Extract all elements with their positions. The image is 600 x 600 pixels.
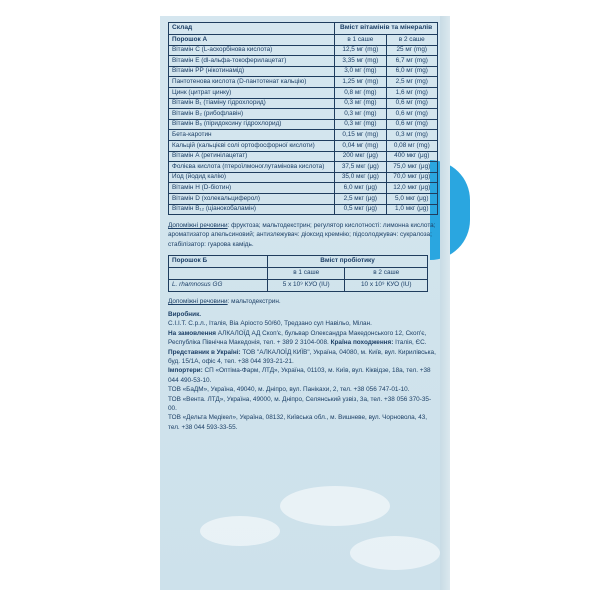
value-per-1-sachet: 37,5 мкг (μg)	[335, 162, 386, 173]
package-edge	[440, 16, 450, 590]
cloud-decoration	[200, 516, 280, 546]
nutrient-name: Вітамін H (D-біотин)	[169, 183, 335, 194]
table-subheader-row	[169, 35, 438, 46]
cloud-decoration	[280, 486, 390, 526]
value-per-1-sachet: 0,8 мг (mg)	[335, 87, 386, 98]
importers-text: СП «Оптіма-Фарм, ЛТД», Україна, 01103, м. Київ, вул. Кіквідзе, 18а, тел. +38 044 490-53-10.	[168, 367, 431, 384]
value-per-1-sachet: 0,3 мг (mg)	[335, 119, 386, 130]
nutrient-name: Вітамін B₁ (тіаміну гідрохлорид)	[169, 98, 335, 109]
value-per-1-sachet: 0,15 мг (mg)	[335, 130, 386, 141]
nutrient-name: Вітамін Е (dl-альфа-токоферилацетат)	[169, 56, 335, 67]
nutrient-name: Вітамін D (холекальциферол)	[169, 193, 335, 204]
value-per-1-sachet: 1,25 мг (mg)	[335, 77, 386, 88]
vitamins-table	[168, 22, 438, 215]
value-per-1-sachet: 3,35 мг (mg)	[335, 56, 386, 67]
content-header: Вміст вітамінів та мінералів	[335, 23, 438, 35]
table-row	[169, 87, 438, 98]
value-per-2-sachets: 400 мкг (μg)	[386, 151, 437, 162]
excipients-a-text: : фруктоза; мальтодекстрин; регулятор кислотності: лимонна кислота; ароматизатор апельсиновий; антизлежувач: діоксид кремнію; підсолоджувач: сукралоза; стабілізатор: гуарова камідь.	[168, 222, 436, 248]
importers-label: Імпортери:	[168, 367, 203, 375]
value-per-2-sachets: 6,0 мг (mg)	[386, 66, 437, 77]
probiotic-blank-cell	[169, 267, 268, 279]
value-per-2-sachets: 2,5 мг (mg)	[386, 77, 437, 88]
probiotic-name: L. rhamnosus GG	[169, 279, 268, 291]
manufacturer-info	[168, 310, 438, 432]
table-row	[169, 130, 438, 141]
value-per-2-sachets: 0,6 мг (mg)	[386, 109, 437, 120]
value-per-2-sachets: 0,6 мг (mg)	[386, 98, 437, 109]
excipients-b-label: Допоміжні речовини	[168, 297, 228, 305]
manufacturer-address: C.I.I.T. С.р.л., Італія, Віа Аріосто 50/60, Тредзано сул Навільо, Мілан.	[168, 320, 372, 328]
nutrient-name: Вітамін А (ретинілацетат)	[169, 151, 335, 162]
table-row	[169, 193, 438, 204]
probiotic-v2: 10 х 10⁹ КУО (IU)	[345, 279, 428, 291]
table-row	[169, 162, 438, 173]
representative-info	[168, 348, 438, 367]
nutrient-name: Вітамін B₂ (рибофлавін)	[169, 109, 335, 120]
table-row	[169, 140, 438, 151]
col1-header: в 1 саше	[335, 35, 386, 46]
nutrient-name: Йод (йодид калію)	[169, 172, 335, 183]
importer-2: ТОВ «БаДМ», Україна, 49040, м. Дніпро, вул. Панікахи, 2, тел. +38 056 747-01-10.	[168, 386, 410, 394]
value-per-2-sachets: 1,0 мкг (μg)	[386, 204, 437, 215]
value-per-1-sachet: 0,3 мг (mg)	[335, 98, 386, 109]
order-text: АЛКАЛОЇД АД Скоп'є, бульвар Олександра Македонського 12, Скоп'є, Республіка Північна Македонія, тел. + 389 2 3104-008.	[168, 329, 427, 347]
table-row	[169, 66, 438, 77]
value-per-2-sachets: 6,7 мг (mg)	[386, 56, 437, 67]
value-per-1-sachet: 200 мкг (μg)	[335, 151, 386, 162]
group-label: Порошок А	[169, 35, 335, 46]
value-per-1-sachet: 6,0 мкг (μg)	[335, 183, 386, 194]
value-per-2-sachets: 0,3 мг (mg)	[386, 130, 437, 141]
value-per-2-sachets: 75,0 мкг (μg)	[386, 162, 437, 173]
excipients-a-label: Допоміжні речовини	[168, 222, 228, 230]
value-per-2-sachets: 0,6 мг (mg)	[386, 119, 437, 130]
table-row	[169, 56, 438, 67]
value-per-2-sachets: 5,0 мкг (μg)	[386, 193, 437, 204]
value-per-1-sachet: 3,0 мг (mg)	[335, 66, 386, 77]
rep-text: ТОВ "АЛКАЛОЇД КИЇВ", Україна, 04080, м. Київ, вул. Кирилівська, буд. 15/1А, офіс 4, тел. +38 044 393-21-21.	[168, 348, 436, 366]
nutrient-name: Кальцій (кальцієві солі ортофосфорної кислоти)	[169, 140, 335, 151]
col2-header: в 2 саше	[386, 35, 437, 46]
composition-header: Склад	[169, 23, 335, 35]
probiotic-group-label: Порошок Б	[169, 255, 268, 267]
importers-info	[168, 366, 438, 385]
table-row	[169, 183, 438, 194]
table-row	[169, 172, 438, 183]
nutrient-name: Вітамін С (L-аскорбінова кислота)	[169, 45, 335, 56]
value-per-1-sachet: 0,04 мг (mg)	[335, 140, 386, 151]
probiotic-header-row	[169, 255, 428, 267]
label-content	[168, 22, 438, 432]
probiotic-content-header: Вміст пробіотику	[268, 255, 428, 267]
excipients-b-text: : мальтодекстрин.	[227, 297, 281, 305]
value-per-1-sachet: 2,5 мкг (μg)	[335, 193, 386, 204]
nutrient-name: Вітамін B₁₂ (ціанокобаламін)	[169, 204, 335, 215]
nutrient-name: Бета-каротин	[169, 130, 335, 141]
manufacturer-title: Виробник.	[168, 310, 202, 318]
importer-3: ТОВ «Вента. ЛТД», Україна, 49000, м. Дніпро, Селянський узвіз, 3а, тел. +38 056 370-35-00.	[168, 395, 432, 413]
order-label: На замовлення	[168, 329, 216, 337]
order-info	[168, 329, 438, 348]
value-per-2-sachets: 70,0 мкг (μg)	[386, 172, 437, 183]
excipients-b	[168, 297, 438, 306]
table-header-row	[169, 23, 438, 35]
probiotic-subheader-row	[169, 267, 428, 279]
table-row	[169, 151, 438, 162]
excipients-a	[168, 221, 438, 249]
value-per-1-sachet: 12,5 мг (mg)	[335, 45, 386, 56]
table-row	[169, 45, 438, 56]
nutrient-name: Пантотенова кислота (D-пантотенат кальцію)	[169, 77, 335, 88]
probiotic-col1-header: в 1 саше	[268, 267, 345, 279]
value-per-2-sachets: 25 мг (mg)	[386, 45, 437, 56]
probiotic-col2-header: в 2 саше	[345, 267, 428, 279]
vitamins-table-body	[169, 45, 438, 215]
nutrient-name: Фолієва кислота (птероїлмоноглутамінова кислота)	[169, 162, 335, 173]
table-row	[169, 204, 438, 215]
value-per-1-sachet: 35,0 мкг (μg)	[335, 172, 386, 183]
origin-label: Країна походження:	[330, 339, 394, 347]
cloud-decoration	[350, 536, 440, 570]
nutrient-name: Вітамін B₆ (піридоксину гідрохлорид)	[169, 119, 335, 130]
origin-text: Італія, ЄС.	[393, 339, 427, 347]
table-row	[169, 279, 428, 291]
nutrient-name: Цинк (цитрат цинку)	[169, 87, 335, 98]
table-row	[169, 77, 438, 88]
probiotic-v1: 5 х 10⁹ КУО (IU)	[268, 279, 345, 291]
probiotic-table	[168, 255, 428, 292]
value-per-1-sachet: 0,5 мкг (μg)	[335, 204, 386, 215]
rep-label: Представник в Україні:	[168, 348, 241, 356]
value-per-2-sachets: 12,0 мкг (μg)	[386, 183, 437, 194]
nutrient-name: Вітамін РР (нікотинамід)	[169, 66, 335, 77]
table-row	[169, 98, 438, 109]
table-row	[169, 109, 438, 120]
table-row	[169, 119, 438, 130]
value-per-1-sachet: 0,3 мг (mg)	[335, 109, 386, 120]
importer-4: ТОВ «Дельта Медікел», Україна, 08132, Київська обл., м. Вишневе, вул. Чорновола, 43, тел. +38 044 593-33-55.	[168, 414, 428, 431]
value-per-2-sachets: 0,08 мг (mg)	[386, 140, 437, 151]
value-per-2-sachets: 1,6 мг (mg)	[386, 87, 437, 98]
